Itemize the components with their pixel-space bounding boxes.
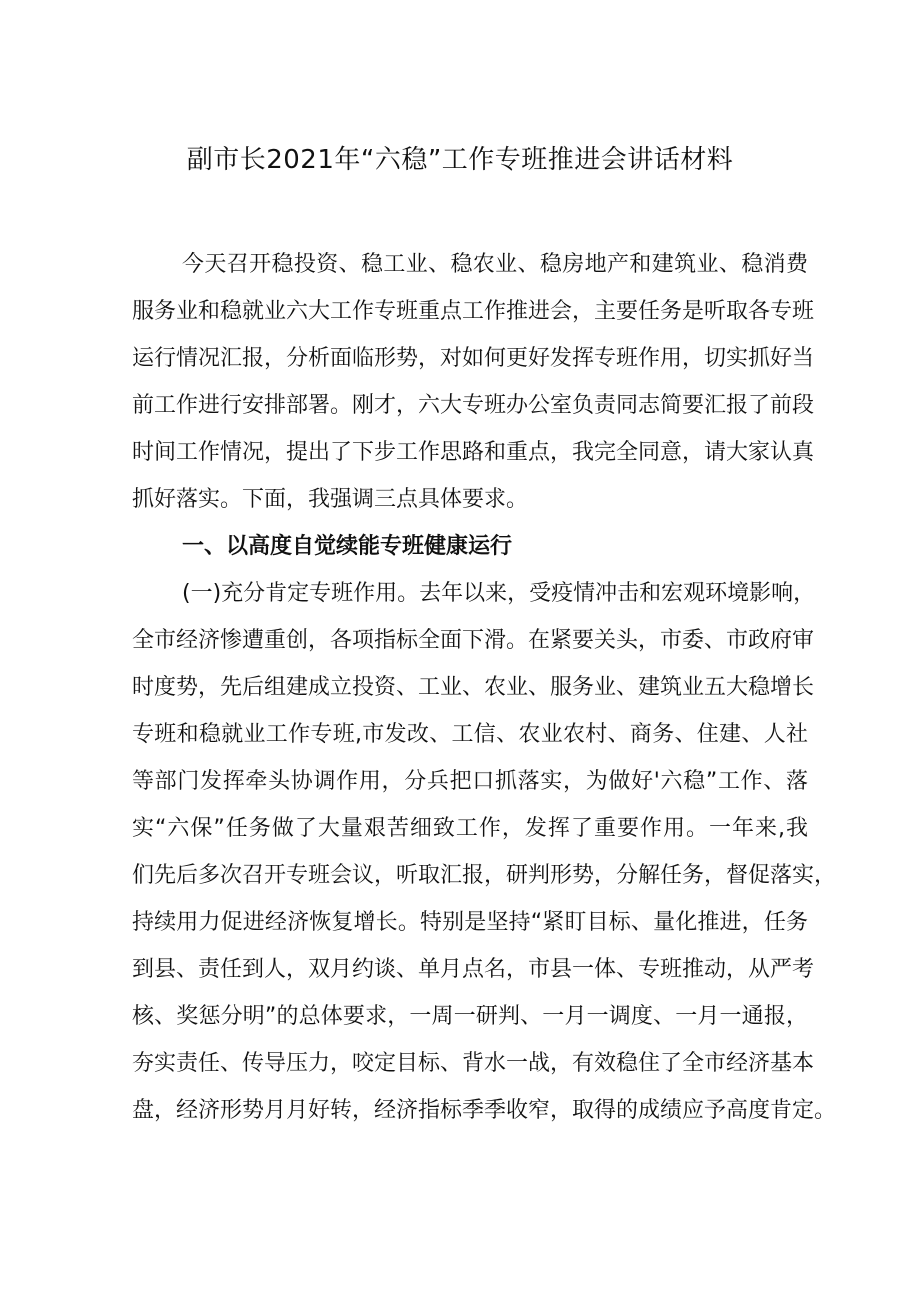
document-title: 副市长2021年“六稳”工作专班推进会讲话材料 [186,145,734,175]
paragraph-line: 时度势，先后组建成立投资、工业、农业、服务业、建筑业五大稳增长 [132,675,815,700]
paragraph-line: 们先后多次召开专班会议，听取汇报，研判形势，分解任务，督促落实， [132,863,837,888]
paragraph-line: 时间工作情况，提出了下步工作思路和重点，我完全同意，请大家认真 [132,440,815,465]
paragraph-line: 核、奖惩分明”的总体要求，一周一研判、一月一调度、一月一通报， [132,1004,808,1029]
paragraph-line: (一)充分肯定专班作用。去年以来，受疫情冲击和宏观环境影响， [182,581,816,606]
section-heading: 一、以高度自觉续能专班健康运行 [182,534,513,559]
paragraph-line: 持续用力促进经济恢复增长。特别是坚持“紧盯目标、量化推进，任务 [132,910,808,935]
paragraph-line: 实“六保”任务做了大量艰苦细致工作，发挥了重要作用。一年来,我 [132,816,808,841]
paragraph-line: 服务业和稳就业六大工作专班重点工作推进会，主要任务是听取各专班 [132,299,815,324]
paragraph-line: 前工作进行安排部署。刚才，六大专班办公室负责同志简要汇报了前段 [132,393,815,418]
paragraph-line: 抓好落实。下面，我强调三点具体要求。 [132,487,529,512]
document-body [132,241,837,1134]
paragraph-line: 全市经济惨遭重创，各项指标全面下滑。在紧要关头，市委、市政府审 [132,628,815,653]
paragraph-line: 到县、责任到人，双月约谈、单月点名，市县一体、专班推动，从严考 [132,957,815,982]
paragraph-line: 今天召开稳投资、稳工业、稳农业、稳房地产和建筑业、稳消费 [182,252,808,277]
paragraph-line: 等部门发挥牵头协调作用，分兵把口抓落实，为做好'六稳”工作、落 [132,769,808,794]
paragraph-line: 夯实责任、传导压力，咬定目标、背水一战，有效稳住了全市经济基本 [132,1051,815,1076]
paragraph-line: 运行情况汇报，分析面临形势，对如何更好发挥专班作用，切实抓好当 [132,346,815,371]
paragraph-line: 盘，经济形势月月好转，经济指标季季收窄，取得的成绩应予高度肯定。 [132,1098,837,1123]
paragraph-line: 专班和稳就业工作专班,市发改、工信、农业农村、商务、住建、人社 [132,722,808,747]
